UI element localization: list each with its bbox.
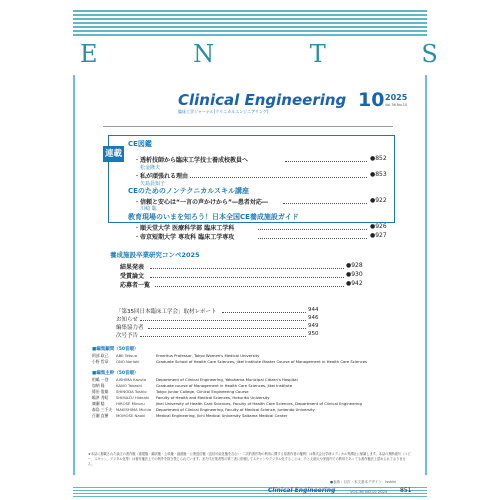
toc-entry[interactable]: ・信頼と安心は“一言の声かけから”―患者対応― bbox=[134, 199, 268, 206]
copyright-note: ★本誌に掲載された論文の著作権（複製権・翻訳権・上映権・譲渡権・公衆送信権（送信可能化権を含む）・二次的著作物の利用に関する原著作者の権利）は株式会社学研メディカル秀潤社に帰属します。本誌の無断複写（コピー、スキャン、デジタル化等）は著作権法上での例外を除き禁じられています。また代行業者等の第三者に依頼してスキャンやデジタル化することは、たとえ個人や家庭内での利用であっても著作権法上認められておりません。 bbox=[88, 452, 411, 466]
toc-entry[interactable]: ・帝京短期大学 専攻科 臨床工学専攻 bbox=[134, 234, 235, 241]
toc-entry[interactable]: 編集協力者 bbox=[116, 325, 144, 331]
toc-entry[interactable]: ・私が頑張れる理由 bbox=[134, 173, 189, 180]
page-number: 949 bbox=[308, 323, 319, 329]
dot-leader bbox=[155, 286, 344, 287]
dot-leader bbox=[190, 177, 367, 178]
dot-leader bbox=[285, 161, 367, 162]
section-title: CEのためのノンテクニカルスキル講座 bbox=[128, 187, 249, 195]
author-name: 矢島員知子 bbox=[140, 181, 166, 187]
dot-leader bbox=[222, 312, 306, 313]
staff-row: 廣瀬 稔 HIROSE Minoru Jikei University of Health Care Sciences, Faculty of Health Care Sciences, Department of Clinical Engineering bbox=[92, 401, 362, 406]
design-credit: ●表紙・目次・本文基本デザイン：Isshiki bbox=[330, 480, 397, 484]
footer-logo: Clinical Engineering bbox=[268, 487, 336, 494]
author-name: 川崎 聡 bbox=[140, 206, 157, 212]
page-number: 944 bbox=[308, 307, 319, 313]
dot-leader bbox=[140, 336, 306, 337]
header-divider bbox=[103, 126, 393, 127]
contest-title: 養成施設卒業研究コンペ2025 bbox=[110, 251, 200, 259]
dot-leader bbox=[258, 238, 367, 239]
toc-entry[interactable]: ・順天堂大学 医療科学部 臨床工学科 bbox=[134, 225, 235, 232]
top-stripe-bar bbox=[73, 10, 427, 38]
staff-row: 森島 三千夫 MAKISHIMA Michio Department of Clinical Engineering, Faculty of Medical Science, Juntendo University bbox=[92, 407, 315, 412]
section-title: 教育現場のいまを知ろう！日本全国CE養成施設ガイド bbox=[128, 213, 299, 221]
staff-heading: ■編集顧問（50音順） bbox=[92, 347, 139, 352]
issue-number: 10 bbox=[358, 89, 385, 111]
staff-heading: ■編集主幹（50音順） bbox=[92, 371, 139, 376]
section-title: CE図鑑 bbox=[128, 140, 152, 148]
serial-tag: 連載 bbox=[103, 146, 124, 162]
dot-leader bbox=[140, 320, 306, 321]
page-number: 950 bbox=[308, 331, 319, 337]
page-number: ●852 bbox=[370, 155, 387, 162]
dot-leader bbox=[283, 203, 367, 204]
toc-entry[interactable]: 結果発表 bbox=[120, 264, 145, 271]
page-number: 946 bbox=[308, 315, 319, 321]
page-number: ●930 bbox=[346, 271, 363, 278]
staff-row: 嶋津 秀昭 SHIMAZU Hideaki Faculty of Health and Medical Sciences, Hokuriku University bbox=[92, 395, 270, 400]
author-name: 松金隆夫 bbox=[140, 165, 161, 171]
toc-entry[interactable]: お知らせ bbox=[116, 317, 138, 323]
footer-page-number: 851 bbox=[400, 487, 412, 494]
page-number: ●853 bbox=[370, 171, 387, 178]
footer-volume: VOL.36 NO.10 2025 bbox=[350, 489, 388, 494]
issue-year: 2025 bbox=[385, 93, 408, 102]
page-number: ●927 bbox=[370, 232, 387, 239]
contents-heading: E N T S bbox=[80, 40, 482, 68]
magazine-logo: Clinical Engineering bbox=[178, 91, 347, 109]
toc-entry[interactable]: 次号予告 bbox=[116, 333, 139, 339]
page-number: ●928 bbox=[346, 262, 363, 269]
issue-volume: Vol.36 No.10 bbox=[385, 103, 408, 107]
magazine-header bbox=[178, 91, 408, 117]
toc-entry[interactable]: ・透析技師から臨床工学技士養成校教員へ bbox=[134, 157, 249, 164]
page-number: ●922 bbox=[370, 197, 387, 204]
staff-row: 相嶋 一登 AISHIMA Kazuto Department of Clinical Engineering, Yokohama Municipal Citizen's Hospital bbox=[92, 377, 298, 382]
staff-row: 加納 隆 KANO Takashi Graduate course of Management in Health Care Sciences, Jikei Institute bbox=[92, 383, 293, 388]
dot-leader bbox=[150, 268, 344, 269]
page-number: ●942 bbox=[346, 280, 363, 287]
dot-leader bbox=[148, 328, 306, 329]
toc-entry[interactable]: 応募者一覧 bbox=[120, 282, 151, 289]
staff-row: 小野 哲章 ONO Noriaki Graduate School of Health Care Sciences, Jikei Institute Master Course of Management in Health Care Sciences bbox=[92, 359, 368, 364]
toc-entry[interactable]: 受賞論文 bbox=[120, 273, 145, 280]
page-number: ●926 bbox=[370, 223, 387, 230]
dot-leader bbox=[150, 277, 344, 278]
staff-row: 阿部 政己 ABE Tetsuo Emeritus Professor, Tokyo Women's Medical University bbox=[92, 353, 260, 358]
staff-row: 百瀬 直樹 MOMOSE Naoki Medical Engineering, Jichi Medical University Saitama Medical Center bbox=[92, 413, 288, 418]
magazine-subtitle: 臨床工学ジャーナル[クリニカルエンジニアリング] bbox=[178, 109, 269, 114]
dot-leader bbox=[258, 229, 367, 230]
toc-entry[interactable]: 「第35回日本臨床工学会」取材レポート bbox=[116, 309, 217, 315]
staff-row: 篠田 俊雄 SHINODA Toshio Tokyo Junior College, Clinical Engineering Course bbox=[92, 389, 249, 394]
